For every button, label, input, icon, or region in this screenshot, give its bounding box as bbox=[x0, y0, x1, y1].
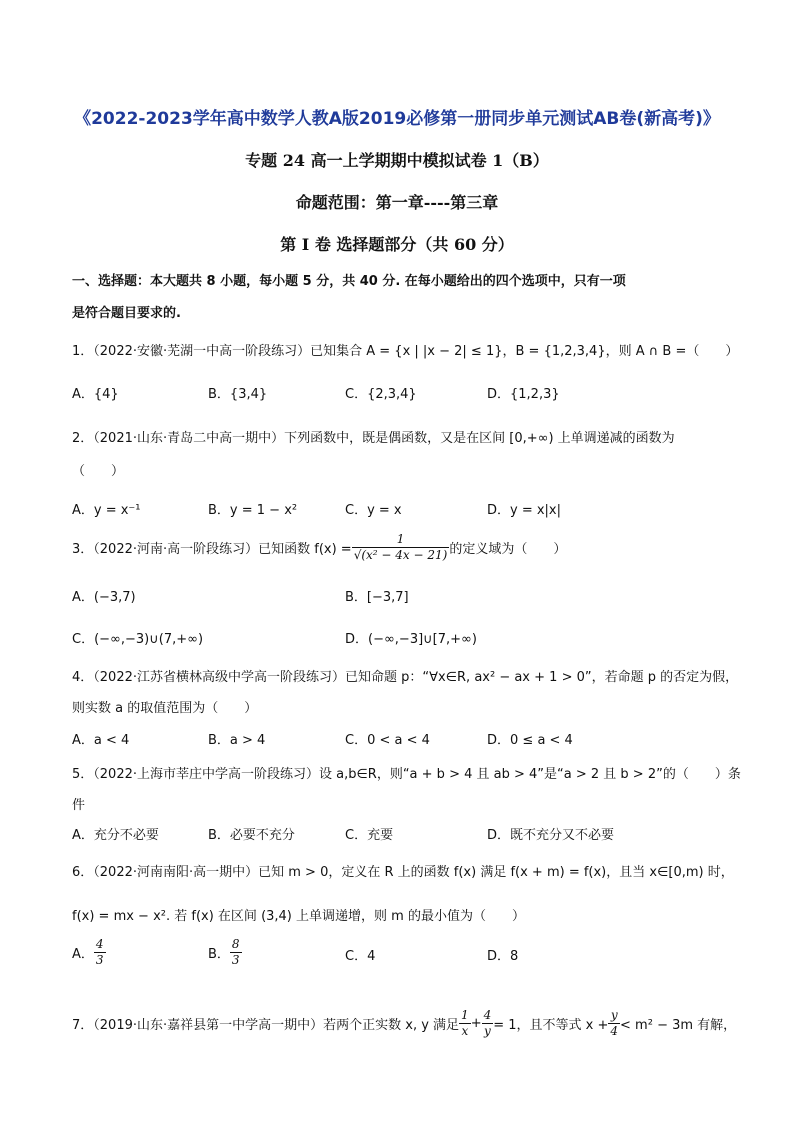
q3-option-a[interactable]: A．(−3,7) bbox=[72, 590, 136, 605]
q5-stem-cont: 件 bbox=[72, 798, 86, 813]
q7-fraction-1-num: 1 bbox=[461, 1008, 469, 1022]
q7-fraction-1-den: x bbox=[461, 1024, 469, 1038]
q4-option-c[interactable]: C．0 < a < 4 bbox=[345, 733, 430, 748]
q5-stem: 5．（2022·上海市莘庄中学高一阶段练习）设 a,b∈R，则“a + b > 4 且 ab > 4”是“a > 2 且 b > 2”的（ ）条 bbox=[72, 767, 741, 782]
q1-stem: 1．（2022·安徽·芜湖一中高一阶段练习）已知集合 A = {x | |x − 2| ≤ 1}，B = {1,2,3,4}，则 A ∩ B =（ ） bbox=[72, 344, 739, 359]
scope-title: 命题范围：第一章----第三章 bbox=[295, 193, 499, 212]
q4-option-d[interactable]: D．0 ≤ a < 4 bbox=[487, 733, 573, 748]
q7-stem-mid: = 1，且不等式 x + bbox=[493, 1018, 609, 1033]
q6-option-c[interactable]: C．4 bbox=[345, 949, 376, 964]
q7-stem-pre: 7．（2019·山东·嘉祥县第一中学高一期中）若两个正实数 x, y 满足 bbox=[72, 1018, 460, 1033]
q6-option-a-num: 4 bbox=[95, 937, 104, 951]
q7-plus: + bbox=[470, 1016, 482, 1031]
section-instructions-line1: 一、选择题：本大题共 8 小题，每小题 5 分，共 40 分. 在每小题给出的四个选项中，只有一项 bbox=[72, 274, 626, 289]
section-instructions-line2: 是符合题目要求的. bbox=[72, 306, 181, 321]
q1-option-d[interactable]: D．{1,2,3} bbox=[487, 387, 560, 402]
q6-option-a[interactable] bbox=[72, 937, 106, 968]
q4-stem-cont: 则实数 a 的取值范围为（ ） bbox=[72, 701, 258, 716]
part-title: 第 I 卷 选择题部分（共 60 分） bbox=[280, 235, 514, 254]
q3-option-c[interactable]: C．(−∞,−3)∪(7,+∞) bbox=[72, 632, 204, 647]
q3-fraction bbox=[352, 532, 450, 563]
q6-option-b-label: B． bbox=[208, 947, 230, 962]
q6-option-b[interactable] bbox=[208, 937, 242, 968]
q7-fraction-1 bbox=[459, 1008, 471, 1039]
q2-option-c[interactable]: C．y = x bbox=[345, 503, 402, 518]
series-title: 《2022-2023学年高中数学人教A版2019必修第一册同步单元测试AB卷(新高考)》 bbox=[74, 109, 720, 129]
q1-option-c[interactable]: C．{2,3,4} bbox=[345, 387, 417, 402]
q6-option-b-den: 3 bbox=[231, 953, 240, 967]
q6-option-a-den: 3 bbox=[95, 953, 104, 967]
q3-option-b[interactable]: B．[−3,7] bbox=[345, 590, 409, 605]
q6-stem-cont: f(x) = mx − x². 若 f(x) 在区间 (3,4) 上单调递增，则 m 的最小值为（ ） bbox=[72, 909, 525, 924]
q7-fraction-3-den: 4 bbox=[610, 1024, 619, 1038]
q5-option-a[interactable]: A．充分不必要 bbox=[72, 828, 159, 843]
q6-option-a-label: A． bbox=[72, 947, 94, 962]
q5-option-c[interactable]: C．充要 bbox=[345, 828, 394, 843]
q2-stem: 2．（2021·山东·青岛二中高一期中）下列函数中，既是偶函数，又是在区间 [0,+∞) 上单调递减的函数为 bbox=[72, 431, 675, 446]
q7-fraction-3 bbox=[608, 1008, 620, 1039]
q5-option-b[interactable]: B．必要不充分 bbox=[208, 828, 295, 843]
q6-stem: 6．（2022·河南南阳·高一期中）已知 m > 0，定义在 R 上的函数 f(x) 满足 f(x + m) = f(x)，且当 x∈[0,m) 时， bbox=[72, 865, 734, 880]
q3-stem bbox=[72, 532, 566, 563]
q6-option-d[interactable]: D．8 bbox=[487, 949, 519, 964]
q7-fraction-2 bbox=[482, 1008, 494, 1039]
q2-option-b[interactable]: B．y = 1 − x² bbox=[208, 503, 298, 518]
q3-stem-post: 的定义域为（ ） bbox=[449, 542, 567, 557]
q7-stem bbox=[72, 1008, 736, 1039]
q7-fraction-3-num: y bbox=[608, 1008, 620, 1024]
q3-option-d[interactable]: D．(−∞,−3]∪[7,+∞) bbox=[345, 632, 477, 647]
q7-fraction-2-den: y bbox=[484, 1024, 491, 1038]
q3-fraction-den: √(x² − 4x − 21) bbox=[353, 548, 448, 562]
q7-stem-post: < m² − 3m 有解， bbox=[620, 1018, 737, 1033]
q4-stem: 4．（2022·江苏省横林高级中学高一阶段练习）已知命题 p：“∀x∈R, ax² − ax + 1 > 0”，若命题 p 的否定为假， bbox=[72, 670, 739, 685]
q2-option-d[interactable]: D．y = x|x| bbox=[487, 503, 562, 518]
q2-stem-cont: （ ） bbox=[72, 464, 125, 479]
q7-fraction-2-num: 4 bbox=[483, 1008, 492, 1022]
q4-option-b[interactable]: B．a > 4 bbox=[208, 733, 266, 748]
q6-option-b-fraction bbox=[230, 937, 242, 968]
q6-option-a-fraction bbox=[94, 937, 106, 968]
q2-option-a[interactable]: A．y = x⁻¹ bbox=[72, 503, 141, 518]
q3-fraction-num: 1 bbox=[352, 532, 450, 548]
q3-stem-pre: 3．（2022·河南·高一阶段练习）已知函数 f(x) = bbox=[72, 542, 352, 557]
q1-option-b[interactable]: B．{3,4} bbox=[208, 387, 268, 402]
topic-title: 专题 24 高一上学期期中模拟试卷 1（B） bbox=[245, 151, 549, 170]
q1-option-a[interactable]: A．{4} bbox=[72, 387, 119, 402]
q6-option-b-num: 8 bbox=[231, 937, 240, 951]
q4-option-a[interactable]: A．a < 4 bbox=[72, 733, 130, 748]
q5-option-d[interactable]: D．既不充分又不必要 bbox=[487, 828, 615, 843]
